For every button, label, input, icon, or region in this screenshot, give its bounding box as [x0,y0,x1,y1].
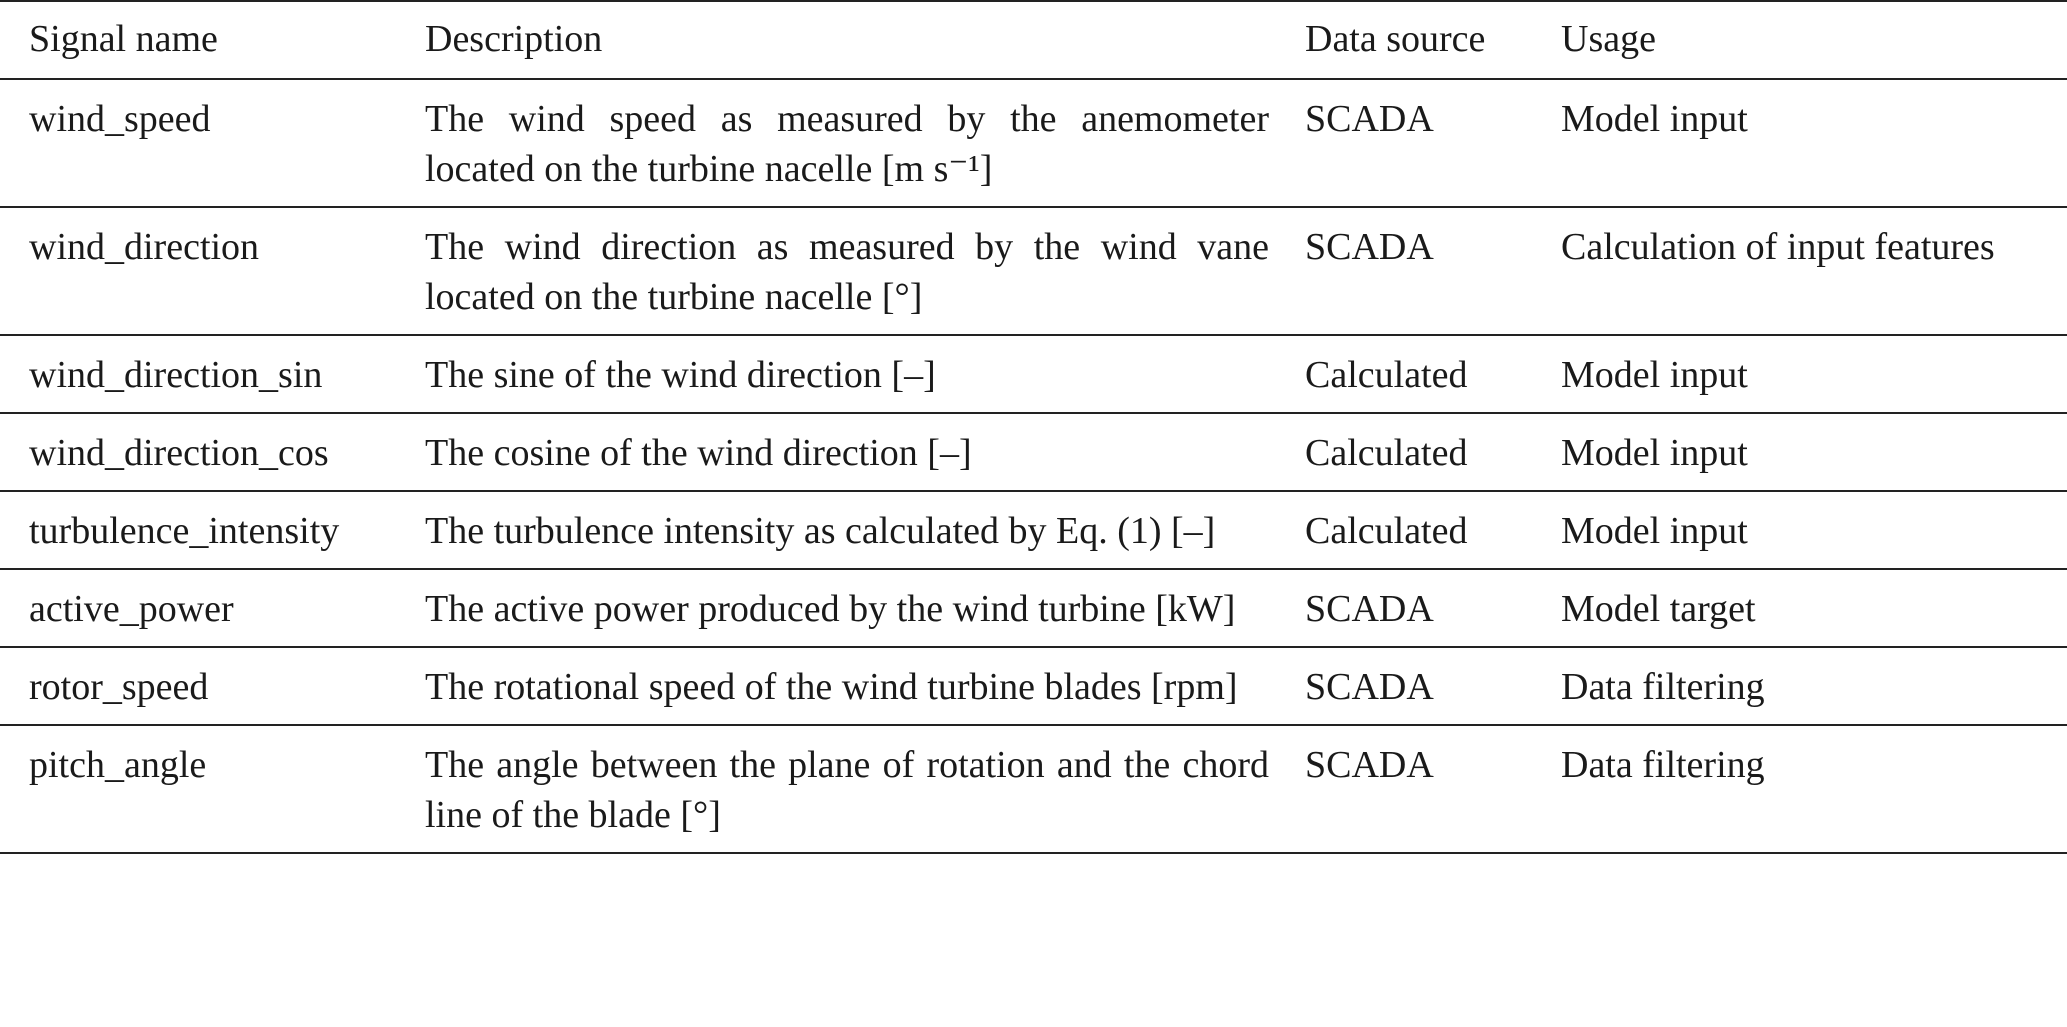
signal-name-cell: wind_direction [29,226,260,268]
description-cell [425,569,1305,647]
description-text: The rotational speed of the wind turbine blades [rpm] [425,666,1238,708]
data-source-cell: Calculated [1305,432,1468,474]
usage-cell: Data filtering [1561,744,1765,786]
description-cell [425,335,1305,413]
table-row [0,79,2067,207]
description-cell [425,491,1305,569]
data-source-cell: SCADA [1305,98,1434,140]
data-source-cell: SCADA [1305,588,1434,630]
header-description: Description [425,18,603,60]
signal-name-cell: rotor_speed [29,666,209,708]
description-cell [425,79,1305,207]
data-source-cell: Calculated [1305,354,1468,396]
header-usage: Usage [1561,18,1656,60]
usage-cell: Calculation of input features [1561,226,1995,268]
data-source-cell: SCADA [1305,666,1434,708]
description-text: The wind speed as measured by the anemometer located on the turbine nacelle [m s⁻¹] [425,98,1269,190]
signal-name-cell: turbulence_intensity [29,510,340,552]
data-source-cell: SCADA [1305,744,1434,786]
signal-name-cell: wind_speed [29,98,211,140]
data-source-cell: Calculated [1305,510,1468,552]
header-data-source: Data source [1305,18,1486,60]
usage-cell: Data filtering [1561,666,1765,708]
signal-name-cell: pitch_angle [29,744,207,786]
table-row [0,647,2067,725]
data-source-cell: SCADA [1305,226,1434,268]
description-cell [425,207,1305,335]
description-text: The turbulence intensity as calculated by Eq. (1) [–] [425,510,1216,552]
description-text: The wind direction as measured by the wind vane located on the turbine nacelle [°] [425,226,1269,318]
header-signal-name: Signal name [29,18,218,60]
description-cell [425,725,1305,853]
usage-cell: Model input [1561,98,1748,140]
usage-cell: Model input [1561,510,1748,552]
usage-cell: Model target [1561,588,1756,630]
signal-name-cell: wind_direction_sin [29,354,323,396]
description-cell [425,413,1305,491]
table-row [0,207,2067,335]
table-body [0,79,2067,853]
usage-cell: Model input [1561,432,1748,474]
table-header [0,1,2067,79]
description-text: The cosine of the wind direction [–] [425,432,972,474]
description-cell [425,647,1305,725]
table-row [0,491,2067,569]
description-text: The sine of the wind direction [–] [425,354,936,396]
signal-name-cell: active_power [29,588,234,630]
description-text: The active power produced by the wind turbine [kW] [425,588,1236,630]
header-row [0,1,2067,79]
table-row [0,413,2067,491]
table-row [0,725,2067,853]
table-row [0,335,2067,413]
table-row [0,569,2067,647]
usage-cell: Model input [1561,354,1748,396]
description-text: The angle between the plane of rotation and the chord line of the blade [°] [425,744,1269,836]
signal-name-cell: wind_direction_cos [29,432,329,474]
